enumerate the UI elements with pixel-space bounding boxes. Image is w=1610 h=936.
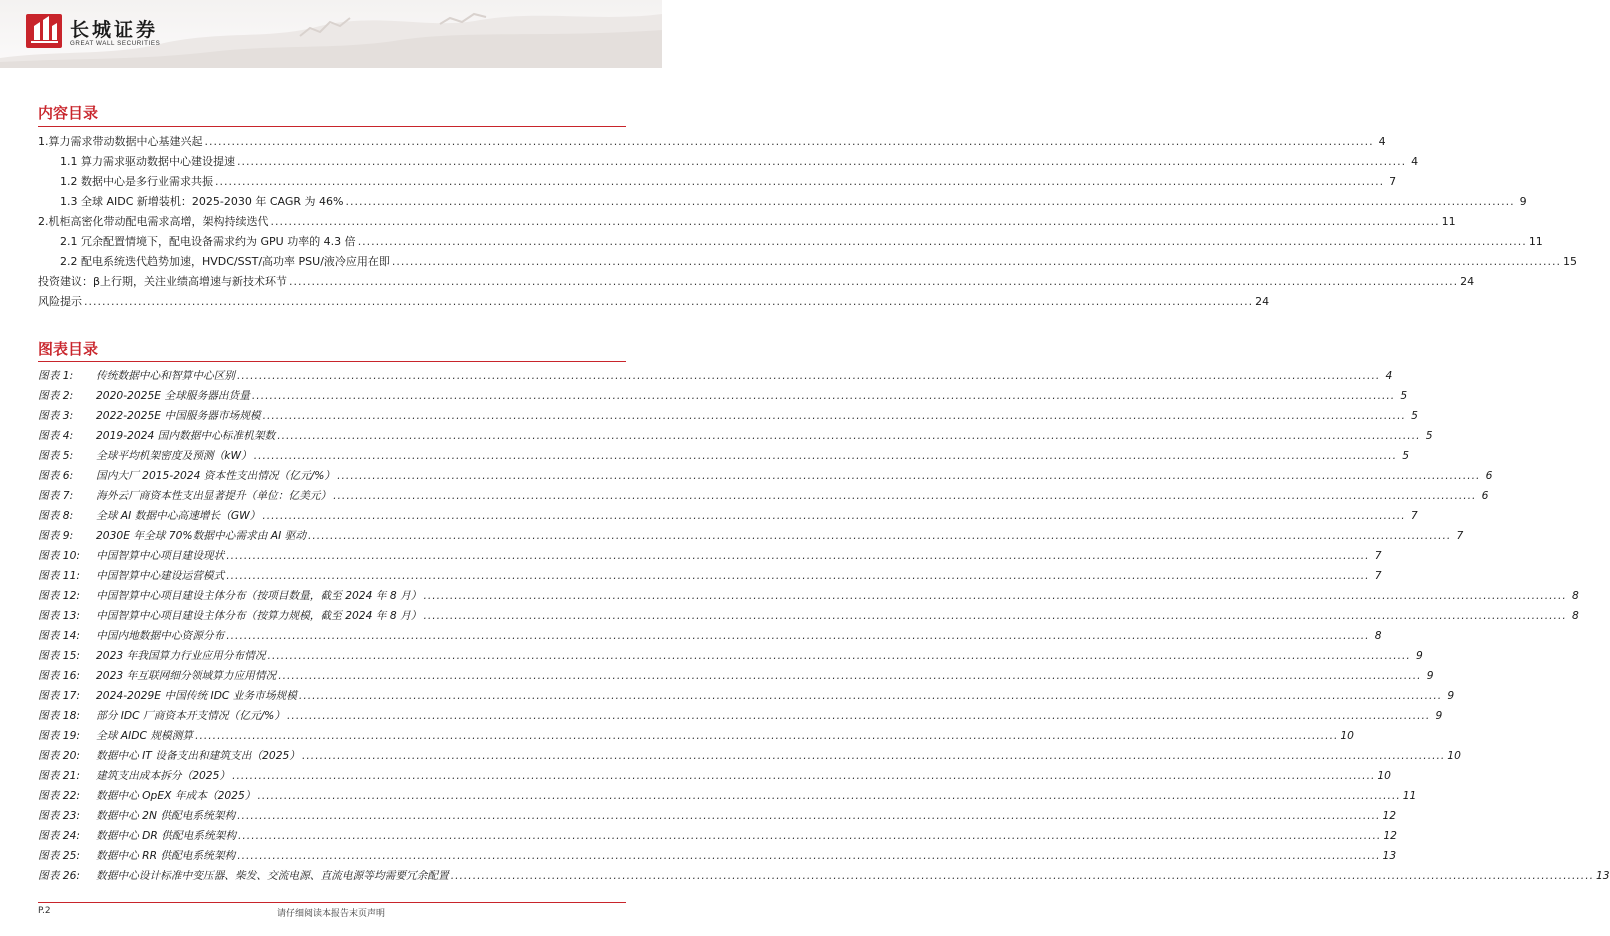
dot-leader: .................................................................................................................................................................................................................................................................... <box>226 629 1370 642</box>
entry-label <box>38 506 260 526</box>
brand-subtitle: GREAT WALL SECURITIES <box>70 40 161 47</box>
entry-page-number: 6 <box>1481 489 1489 502</box>
entry-page-number: 8 <box>1374 629 1382 642</box>
figure-caption: 中国智算中心项目建设主体分布（按项目数量，截至 2024 年 8 月） <box>96 589 422 602</box>
figure-entry[interactable] <box>38 606 1579 626</box>
figure-caption: 2019-2024 国内数据中心标准机架数 <box>96 429 276 442</box>
dot-leader: .................................................................................................................................................................................................................................................................... <box>423 589 1567 602</box>
entry-page-number: 4 <box>1378 135 1386 148</box>
entry-page-number: 12 <box>1383 829 1397 842</box>
dot-leader: .................................................................................................................................................................................................................................................................... <box>289 275 1459 288</box>
figure-caption: 全球 AIDC 规模测算 <box>96 729 194 742</box>
entry-page-number: 4 <box>1385 369 1393 382</box>
figure-entry[interactable] <box>38 506 1418 526</box>
entry-label <box>38 746 300 766</box>
figure-number: 图表 12: <box>38 589 80 602</box>
dot-leader: .................................................................................................................................................................................................................................................................... <box>267 649 1411 662</box>
figure-number: 图表 23: <box>38 809 80 822</box>
entry-page-number: 4 <box>1411 155 1419 168</box>
dot-leader: .................................................................................................................................................................................................................................................................... <box>333 489 1477 502</box>
toc-entry[interactable] <box>38 252 1578 272</box>
figure-number: 图表 10: <box>38 549 80 562</box>
page-number: P.2 <box>38 906 51 916</box>
figure-caption: 2024-2029E 中国传统 IDC 业务市场规模 <box>96 689 297 702</box>
entry-label <box>38 666 276 686</box>
figure-entry[interactable] <box>38 366 1393 386</box>
entry-label <box>38 406 261 426</box>
dot-leader: .................................................................................................................................................................................................................................................................... <box>238 829 1382 842</box>
entry-label: 2.2 配电系统迭代趋势加速，HVDC/SST/高功率 PSU/液冷应用在即 <box>60 255 390 268</box>
toc-entry[interactable] <box>38 272 1475 292</box>
figure-number: 图表 19: <box>38 729 80 742</box>
figure-number: 图表 3: <box>38 409 74 422</box>
entry-label: 1.3 全球 AIDC 新增装机：2025-2030 年 CAGR 为 46% <box>60 195 344 208</box>
entry-page-number: 7 <box>1374 549 1382 562</box>
figure-number: 图表 16: <box>38 669 80 682</box>
figure-entry[interactable] <box>38 706 1443 726</box>
dot-leader: .................................................................................................................................................................................................................................................................... <box>270 215 1440 228</box>
figure-number: 图表 15: <box>38 649 80 662</box>
entry-page-number: 13 <box>1596 869 1610 882</box>
entry-page-number: 10 <box>1447 749 1461 762</box>
figure-number: 图表 20: <box>38 749 80 762</box>
dot-leader: .................................................................................................................................................................................................................................................................... <box>337 469 1481 482</box>
figure-caption: 传统数据中心和智算中心区别 <box>96 369 235 382</box>
figure-entry[interactable] <box>38 486 1489 506</box>
dot-leader: .................................................................................................................................................................................................................................................................... <box>278 669 1422 682</box>
toc-entry[interactable] <box>38 132 1386 152</box>
dot-leader: .................................................................................................................................................................................................................................................................... <box>357 235 1527 248</box>
entry-page-number: 7 <box>1389 175 1397 188</box>
dot-leader: .................................................................................................................................................................................................................................................................... <box>287 709 1431 722</box>
entry-label <box>38 706 285 726</box>
entry-label <box>38 466 335 486</box>
dot-leader: .................................................................................................................................................................................................................................................................... <box>345 195 1515 208</box>
dot-leader: .................................................................................................................................................................................................................................................................... <box>215 175 1385 188</box>
footer-divider <box>38 902 626 903</box>
entry-page-number: 5 <box>1402 449 1409 462</box>
dot-leader: .................................................................................................................................................................................................................................................................... <box>84 295 1254 308</box>
entry-label <box>38 586 421 606</box>
figure-number: 图表 9: <box>38 529 74 542</box>
entry-label <box>38 526 306 546</box>
dot-leader: .................................................................................................................................................................................................................................................................... <box>204 135 1374 148</box>
brand-name: 长城证券 <box>70 19 159 41</box>
dot-leader: .................................................................................................................................................................................................................................................................... <box>226 549 1370 562</box>
entry-label <box>38 826 236 846</box>
entry-label <box>38 566 224 586</box>
dot-leader: .................................................................................................................................................................................................................................................................... <box>195 729 1339 742</box>
entry-page-number: 15 <box>1563 255 1578 268</box>
entry-page-number: 10 <box>1340 729 1354 742</box>
figure-entry[interactable] <box>38 526 1464 546</box>
dot-leader: .................................................................................................................................................................................................................................................................... <box>237 849 1381 862</box>
figure-number: 图表 7: <box>38 489 74 502</box>
dot-leader: .................................................................................................................................................................................................................................................................... <box>237 809 1381 822</box>
entry-label <box>38 386 250 406</box>
figure-caption: 数据中心 IT 设备支出和建筑支出（2025） <box>96 749 300 762</box>
entry-page-number: 8 <box>1571 589 1579 602</box>
figure-entry[interactable] <box>38 746 1461 766</box>
dot-leader: .................................................................................................................................................................................................................................................................... <box>262 409 1406 422</box>
figure-entry[interactable] <box>38 446 1409 466</box>
figure-number: 图表 21: <box>38 769 80 782</box>
entry-label <box>38 646 266 666</box>
toc-entry[interactable] <box>38 192 1527 212</box>
figure-caption: 2020-2025E 全球服务器出货量 <box>96 389 250 402</box>
figure-number: 图表 18: <box>38 709 80 722</box>
figure-number: 图表 25: <box>38 849 80 862</box>
entry-page-number: 11 <box>1402 789 1417 802</box>
figure-number: 图表 24: <box>38 829 80 842</box>
entry-label <box>38 486 331 506</box>
entry-page-number: 9 <box>1416 649 1423 662</box>
figure-caption: 中国智算中心项目建设现状 <box>96 549 225 562</box>
figure-caption: 部分 IDC 厂商资本开支情况（亿元/%） <box>96 709 286 722</box>
entry-label <box>38 846 235 866</box>
figure-entry[interactable] <box>38 466 1493 486</box>
figure-number: 图表 4: <box>38 429 74 442</box>
entry-page-number: 8 <box>1571 609 1579 622</box>
figure-entry[interactable] <box>38 826 1397 846</box>
contents-title: 内容目录 <box>38 104 99 122</box>
dot-leader: .................................................................................................................................................................................................................................................................... <box>226 569 1370 582</box>
figure-number: 图表 8: <box>38 509 74 522</box>
figure-entry[interactable] <box>38 686 1455 706</box>
entry-page-number: 11 <box>1528 235 1543 248</box>
dot-leader: .................................................................................................................................................................................................................................................................... <box>450 869 1594 882</box>
figure-number: 图表 5: <box>38 449 74 462</box>
toc-entry[interactable] <box>38 232 1543 252</box>
entry-page-number: 7 <box>1456 529 1464 542</box>
figure-caption: 2022-2025E 中国服务器市场规模 <box>96 409 261 422</box>
figure-caption: 数据中心 RR 供配电系统架构 <box>96 849 236 862</box>
entry-label <box>38 686 297 706</box>
entry-label <box>38 426 275 446</box>
great-wall-logo-icon <box>26 14 62 48</box>
figure-caption: 全球 AI 数据中心高速增长（GW） <box>96 509 261 522</box>
dot-leader: .................................................................................................................................................................................................................................................................... <box>251 389 1396 402</box>
contents-divider <box>38 126 626 127</box>
figure-caption: 中国智算中心建设运营模式 <box>96 569 225 582</box>
entry-label <box>38 786 255 806</box>
figure-caption: 中国智算中心项目建设主体分布（按算力规模，截至 2024 年 8 月） <box>96 609 422 622</box>
entry-label <box>38 806 235 826</box>
figure-caption: 2030E 年全球 70%数据中心需求由 AI 驱动 <box>96 529 307 542</box>
entry-label <box>38 766 230 786</box>
entry-page-number: 5 <box>1411 409 1418 422</box>
entry-page-number: 24 <box>1460 275 1475 288</box>
entry-page-number: 5 <box>1400 389 1408 402</box>
figure-entry[interactable] <box>38 546 1382 566</box>
dot-leader: .................................................................................................................................................................................................................................................................... <box>253 449 1397 462</box>
entry-label: 1.算力需求带动数据中心基建兴起 <box>38 135 203 148</box>
figure-caption: 2023 年我国算力行业应用分布情况 <box>96 649 266 662</box>
entry-page-number: 9 <box>1519 195 1527 208</box>
figure-caption: 数据中心 OpEX 年成本（2025） <box>96 789 256 802</box>
entry-page-number: 6 <box>1485 469 1493 482</box>
entry-label <box>38 626 224 646</box>
figure-entry[interactable] <box>38 426 1433 446</box>
figures-divider <box>38 361 626 362</box>
figure-entry[interactable] <box>38 406 1418 426</box>
entry-label <box>38 866 449 886</box>
entry-label <box>38 446 252 466</box>
figure-entry[interactable] <box>38 646 1423 666</box>
figure-caption: 海外云厂商资本性支出显著提升（单位：亿美元） <box>96 489 332 502</box>
figure-entry[interactable] <box>38 666 1434 686</box>
figures-title: 图表目录 <box>38 340 99 358</box>
figure-number: 图表 26: <box>38 869 80 882</box>
footer-disclaimer: 请仔细阅读本报告末页声明 <box>276 909 385 919</box>
dot-leader: .................................................................................................................................................................................................................................................................... <box>391 255 1562 268</box>
entry-page-number: 9 <box>1447 689 1455 702</box>
dot-leader: .................................................................................................................................................................................................................................................................... <box>232 769 1376 782</box>
entry-label <box>38 606 421 626</box>
figure-number: 图表 6: <box>38 469 74 482</box>
entry-label <box>38 546 224 566</box>
entry-page-number: 12 <box>1382 809 1397 822</box>
figure-entry[interactable] <box>38 846 1397 866</box>
figure-entry[interactable] <box>38 586 1579 606</box>
dot-leader: .................................................................................................................................................................................................................................................................... <box>262 509 1406 522</box>
toc-entry[interactable] <box>38 212 1456 232</box>
dot-leader: .................................................................................................................................................................................................................................................................... <box>302 749 1446 762</box>
entry-label: 风险提示 <box>38 295 82 308</box>
entry-label: 1.1 算力需求驱动数据中心建设提速 <box>60 155 235 168</box>
toc-entry[interactable] <box>38 172 1397 192</box>
entry-label: 2.机柜高密化带动配电需求高增，架构持续迭代 <box>38 215 269 228</box>
figure-number: 图表 1: <box>38 369 74 382</box>
figure-caption: 数据中心 DR 供配电系统架构 <box>96 829 237 842</box>
figure-caption: 2023 年互联网细分领域算力应用情况 <box>96 669 277 682</box>
dot-leader: .................................................................................................................................................................................................................................................................... <box>277 429 1421 442</box>
dot-leader: .................................................................................................................................................................................................................................................................... <box>237 155 1407 168</box>
figure-entry[interactable] <box>38 806 1397 826</box>
figure-caption: 数据中心设计标准中变压器、柴发、交流电源、直流电源等均需要冗余配置 <box>96 869 449 882</box>
entry-page-number: 9 <box>1435 709 1443 722</box>
figure-entry[interactable] <box>38 566 1382 586</box>
dot-leader: .................................................................................................................................................................................................................................................................... <box>423 609 1567 622</box>
figures-list <box>38 366 1610 886</box>
figure-caption: 全球平均机架密度及预测（kW） <box>96 449 252 462</box>
figure-entry[interactable] <box>38 386 1408 406</box>
figure-caption: 建筑支出成本拆分（2025） <box>96 769 231 782</box>
entry-label: 投资建议：β上行期，关注业绩高增速与新技术环节 <box>38 275 288 288</box>
contents-list <box>38 132 1578 312</box>
entry-label <box>38 366 235 386</box>
entry-page-number: 9 <box>1426 669 1434 682</box>
entry-page-number: 5 <box>1425 429 1433 442</box>
figure-caption: 数据中心 2N 供配电系统架构 <box>96 809 236 822</box>
dot-leader: .................................................................................................................................................................................................................................................................... <box>298 689 1443 702</box>
figure-number: 图表 13: <box>38 609 80 622</box>
figure-number: 图表 22: <box>38 789 80 802</box>
entry-page-number: 7 <box>1410 509 1418 522</box>
figure-caption: 国内大厂 2015-2024 资本性支出情况（亿元/%） <box>96 469 336 482</box>
entry-page-number: 24 <box>1255 295 1270 308</box>
figure-number: 图表 2: <box>38 389 74 402</box>
entry-label: 1.2 数据中心是多行业需求共振 <box>60 175 213 188</box>
entry-page-number: 10 <box>1377 769 1391 782</box>
entry-label: 2.1 冗余配置情境下，配电设备需求约为 GPU 功率的 4.3 倍 <box>60 235 356 248</box>
entry-label <box>38 726 193 746</box>
figure-entry[interactable] <box>38 866 1610 886</box>
toc-entry[interactable] <box>38 292 1270 312</box>
entry-page-number: 11 <box>1441 215 1456 228</box>
dot-leader: .................................................................................................................................................................................................................................................................... <box>308 529 1452 542</box>
figure-entry[interactable] <box>38 766 1391 786</box>
page-header <box>0 0 662 68</box>
figure-entry[interactable] <box>38 786 1417 806</box>
dot-leader: .................................................................................................................................................................................................................................................................... <box>257 789 1401 802</box>
figure-entry[interactable] <box>38 726 1354 746</box>
entry-page-number: 7 <box>1374 569 1382 582</box>
figure-number: 图表 17: <box>38 689 80 702</box>
entry-page-number: 13 <box>1382 849 1397 862</box>
figure-entry[interactable] <box>38 626 1382 646</box>
figure-caption: 中国内地数据中心资源分布 <box>96 629 225 642</box>
dot-leader: .................................................................................................................................................................................................................................................................... <box>236 369 1381 382</box>
figure-number: 图表 11: <box>38 569 80 582</box>
figure-number: 图表 14: <box>38 629 80 642</box>
toc-entry[interactable] <box>38 152 1419 172</box>
